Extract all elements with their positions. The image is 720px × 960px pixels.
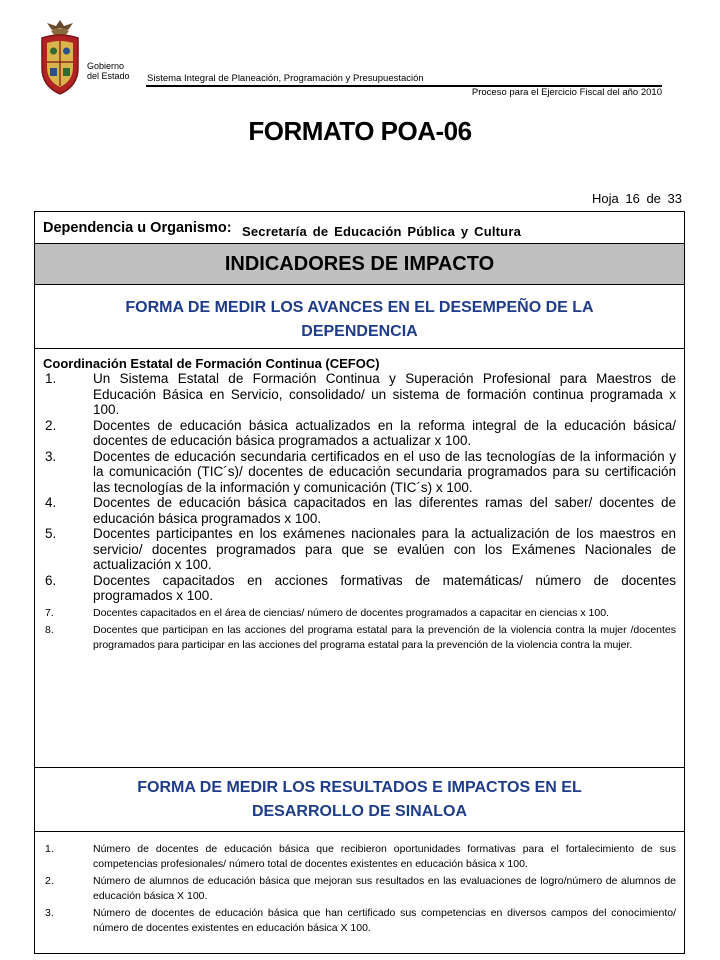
- dependency-label: Dependencia u Organismo:: [43, 220, 232, 236]
- item-number: 8.: [45, 623, 54, 636]
- item-text: Docentes de educación secundaria certificados en el uso de las tecnologías de la información y la comunicación (TIC´s)/ docentes de educación secundaria programados para su certificación las tecnologías de la información y comunicación (TIC´s) x 100.: [93, 448, 676, 495]
- item-text: Docentes que participan en las acciones del programa estatal para la prevención de la violencia contra la mujer /docentes programados para participar en las acciones del programa estatal para la prevención de la violencia contra la mujer.: [93, 623, 676, 651]
- item-text: Docentes capacitados en el área de ciencias/ número de docentes programados a capacitar en ciencias x 100.: [93, 606, 609, 619]
- item-number: 2.: [45, 875, 54, 887]
- list-item: [43, 495, 676, 526]
- item-text: Docentes participantes en los exámenes nacionales para la actualización de los maestros en servicio/ docentes programados para que se evalúen con los Exámenes Nacionales de actualización x 100.: [93, 526, 676, 572]
- sheet-current: 16: [625, 191, 640, 206]
- item-number: 4.: [45, 495, 57, 510]
- item-text: Un Sistema Estatal de Formación Continua y Superación Profesional para Maestros de Educación Básica en Servicio, consolidado/ un sistema de formación continua programada x 100.: [93, 371, 676, 417]
- sheet-total: 33: [667, 191, 682, 206]
- dependency-value: Secretaría de Educación Pública y Cultura: [242, 224, 522, 239]
- item-number: 7.: [45, 606, 54, 619]
- section2-body: [35, 832, 684, 935]
- section1-heading-line2: DEPENDENCIA: [301, 323, 418, 340]
- impact-indicators-band: INDICADORES DE IMPACTO: [35, 244, 684, 285]
- item-number: 1.: [45, 843, 54, 855]
- indicators-form: [34, 211, 685, 954]
- list-item: [43, 449, 676, 496]
- item-number: 3.: [45, 448, 57, 464]
- list-item: [43, 526, 676, 573]
- fiscal-process: Proceso para el Ejercicio Fiscal del año 2010: [471, 87, 662, 98]
- item-number: 6.: [45, 572, 57, 588]
- section1-heading: [35, 285, 684, 349]
- list-item: [43, 623, 676, 653]
- gov-line1: Gobierno: [87, 61, 125, 71]
- list-item: [43, 371, 676, 418]
- sheet-label: Hoja: [591, 191, 619, 206]
- system-name: Sistema Integral de Planeación, Programación y Presupuestación: [147, 73, 424, 84]
- state-seal-logo: [37, 18, 83, 96]
- item-text: Número de alumnos de educación básica que mejoran sus resultados en las evaluaciones de logro/número de alumnos de educación básica X 100.: [93, 875, 676, 902]
- list-item: [43, 573, 676, 604]
- page-title: FORMATO POA-06: [248, 116, 472, 146]
- list-item: [43, 842, 676, 871]
- item-text: Docentes de educación básica actualizados en la reforma integral de la educación básica/ docentes de educación básica programados a actualizar x 100.: [93, 417, 676, 448]
- section1-list: [43, 371, 676, 604]
- dependency-row: [35, 212, 684, 244]
- sheet-of: de: [646, 191, 661, 206]
- government-label: [87, 61, 130, 81]
- gov-line2: del Estado: [87, 71, 130, 81]
- item-text: Docentes capacitados en acciones formativas de matemáticas/ número de docentes programados x 100.: [93, 572, 676, 603]
- list-item: [43, 874, 676, 903]
- section1-small-list: [43, 606, 676, 653]
- item-text: Docentes de educación básica capacitados en las diferentes ramas del saber/ docentes de educación básica programados x 100.: [93, 495, 676, 526]
- list-item: [43, 906, 676, 935]
- section2-heading: [35, 768, 684, 832]
- list-item: [43, 418, 676, 449]
- item-number: 2.: [45, 417, 57, 433]
- list-item: [43, 606, 676, 621]
- section2-heading-line1: FORMA DE MEDIR LOS RESULTADOS E IMPACTOS EN EL: [137, 779, 582, 796]
- section2-heading-line2: DESARROLLO DE SINALOA: [251, 803, 468, 820]
- sheet-number: [592, 191, 682, 206]
- item-text: Número de docentes de educación básica que han certificado sus competencias en diversos campos del conocimiento/ número de docentes existentes en educación básica X 100.: [93, 907, 676, 934]
- item-number: 1.: [45, 371, 57, 386]
- item-text: Número de docentes de educación básica que recibieron oportunidades formativas para el fortalecimiento de sus competencias profesionales/ número total de docentes existentes en educación básica x 100.: [93, 843, 676, 870]
- section1-body: [35, 349, 684, 768]
- section1-heading-line1: FORMA DE MEDIR LOS AVANCES EN EL DESEMPEÑO DE LA: [125, 299, 594, 316]
- item-number: 5.: [45, 526, 57, 541]
- item-number: 3.: [45, 907, 54, 919]
- coordination-title: Coordinación Estatal de Formación Continua (CEFOC): [43, 356, 380, 371]
- section2-list: [43, 842, 676, 935]
